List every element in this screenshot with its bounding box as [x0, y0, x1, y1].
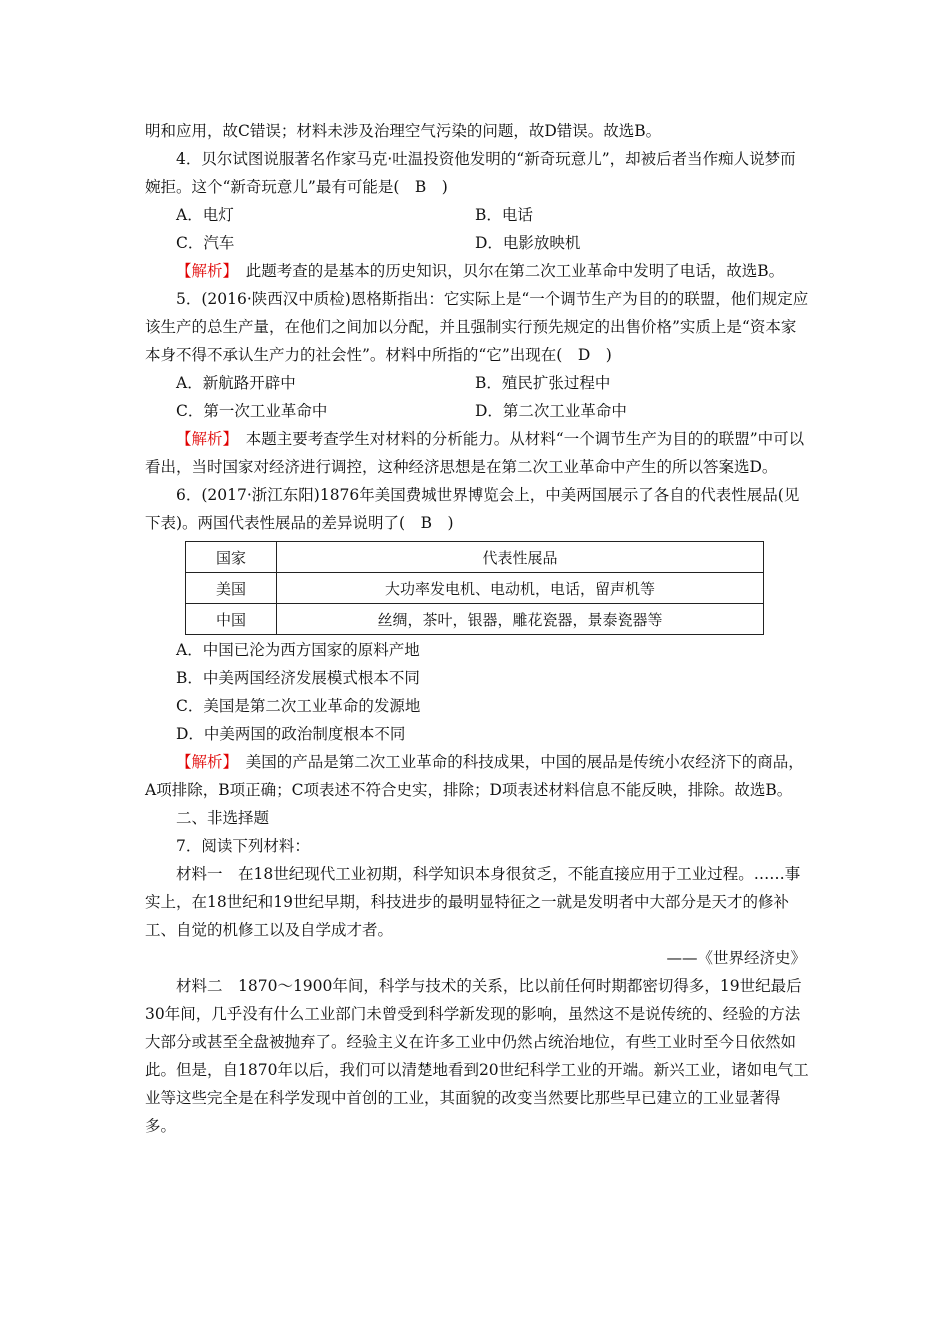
table-row — [186, 604, 764, 635]
material-2: 材料二 1870～1900年间，科学与技术的关系，比以前任何时期都密切得多，19世纪最后30年间，几乎没有什么工业部门未曾受到科学新发现的影响，虽然这不是说传统的、经验的方法大部分或甚至全盘被抛弃了。经验主义在许多工业中仍然占统治地位，有些工业时至今日依然如此。但是，自1870年以后，我们可以清楚地看到20世纪科学工业的开端。新兴工业，诸如电气工业等这些完全是在科学发现中首创的工业，其面貌的改变当然要比那些早已建立的工业显著得多。 — [145, 977, 809, 1135]
material-1: 材料一 在18世纪现代工业初期，科学知识本身很贫乏，不能直接应用于工业过程。……事实上，在18世纪和19世纪早期，科技进步的最明显特征之一就是发明者中大部分是天才的修补工、自觉的机修工以及自学成才者。 — [145, 865, 801, 939]
q4-option-d: D．电影放映机 — [475, 234, 581, 252]
q6-option-d: D．中美两国的政治制度根本不同 — [176, 725, 406, 743]
jiexi-tag: 【解析】 — [176, 753, 231, 771]
table-cell: 丝绸，茶叶，银器，雕花瓷器，景泰瓷器等 — [277, 604, 764, 635]
table-cell: 中国 — [186, 604, 277, 635]
material-1-source: ——《世界经济史》 — [666, 949, 806, 967]
q6-option-b: B．中美两国经济发展模式根本不同 — [176, 669, 420, 687]
q6-option-a: A．中国已沦为西方国家的原料产地 — [176, 641, 420, 659]
table-header-cell: 代表性展品 — [277, 542, 764, 573]
q5-option-c: C．第一次工业革命中 — [176, 402, 328, 420]
document-page — [145, 117, 810, 1140]
question-4-options-row-2 — [145, 229, 810, 257]
q4-explanation-text: 此题考查的是基本的历史知识，贝尔在第二次工业革命中发明了电话，故选B。 — [230, 262, 785, 280]
q4-option-a: A．电灯 — [176, 206, 234, 224]
jiexi-tag: 【解析】 — [176, 430, 231, 448]
prev-answer-tail: 明和应用，故C错误；材料未涉及治理空气污染的问题，故D错误。故选B。 — [145, 122, 662, 140]
section-heading-non-choice: 二、非选择题 — [176, 809, 270, 827]
question-4-explanation — [145, 257, 810, 285]
question-6: 6．(2017·浙江东阳)1876年美国费城世界博览会上，中美两国展示了各自的代表性展品(见下表)。两国代表性展品的差异说明了( B ) — [145, 486, 800, 532]
question-4: 4．贝尔试图说服著名作家马克·吐温投资他发明的“新奇玩意儿”，却被后者当作痴人说梦而婉拒。这个“新奇玩意儿”最有可能是( B ) — [145, 150, 796, 196]
question-5: 5．(2016·陕西汉中质检)恩格斯指出：它实际上是“一个调节生产为目的的联盟，他们规定应该生产的总生产量，在他们之间加以分配，并且强制实行预先规定的出售价格”实质上是“资本家本身不得不承认生产力的社会性”。材料中所指的“它”出现在( D ) — [145, 290, 809, 364]
q6-option-c: C．美国是第二次工业革命的发源地 — [176, 697, 421, 715]
question-5-options-row-2 — [145, 397, 810, 425]
question-7: 7．阅读下列材料： — [176, 837, 310, 855]
table-cell: 大功率发电机、电动机，电话，留声机等 — [277, 573, 764, 604]
q4-option-c: C．汽车 — [176, 234, 235, 252]
question-5-explanation — [145, 425, 810, 481]
q5-option-d: D．第二次工业革命中 — [475, 402, 627, 420]
table-header-cell: 国家 — [186, 542, 277, 573]
jiexi-tag: 【解析】 — [176, 262, 231, 280]
q5-explanation-text: 本题主要考查学生对材料的分析能力。从材料“一个调节生产为目的的联盟”中可以看出，当时国家对经济进行调控，这种经济思想是在第二次工业革命中产生的所以答案选D。 — [145, 430, 805, 476]
question-5-options-row-1 — [145, 369, 810, 397]
question-4-options-row-1 — [145, 201, 810, 229]
q4-option-b: B．电话 — [475, 206, 533, 224]
table-row — [186, 573, 764, 604]
table-header-row — [186, 542, 764, 573]
q6-explanation-text: 美国的产品是第二次工业革命的科技成果，中国的展品是传统小农经济下的商品，A项排除，B项正确；C项表述不符合史实，排除；D项表述材料信息不能反映，排除。故选B。 — [145, 753, 804, 799]
exhibits-table — [185, 541, 764, 635]
table-cell: 美国 — [186, 573, 277, 604]
question-6-explanation — [145, 748, 810, 804]
q5-option-a: A．新航路开辟中 — [176, 374, 296, 392]
q5-option-b: B．殖民扩张过程中 — [475, 374, 611, 392]
